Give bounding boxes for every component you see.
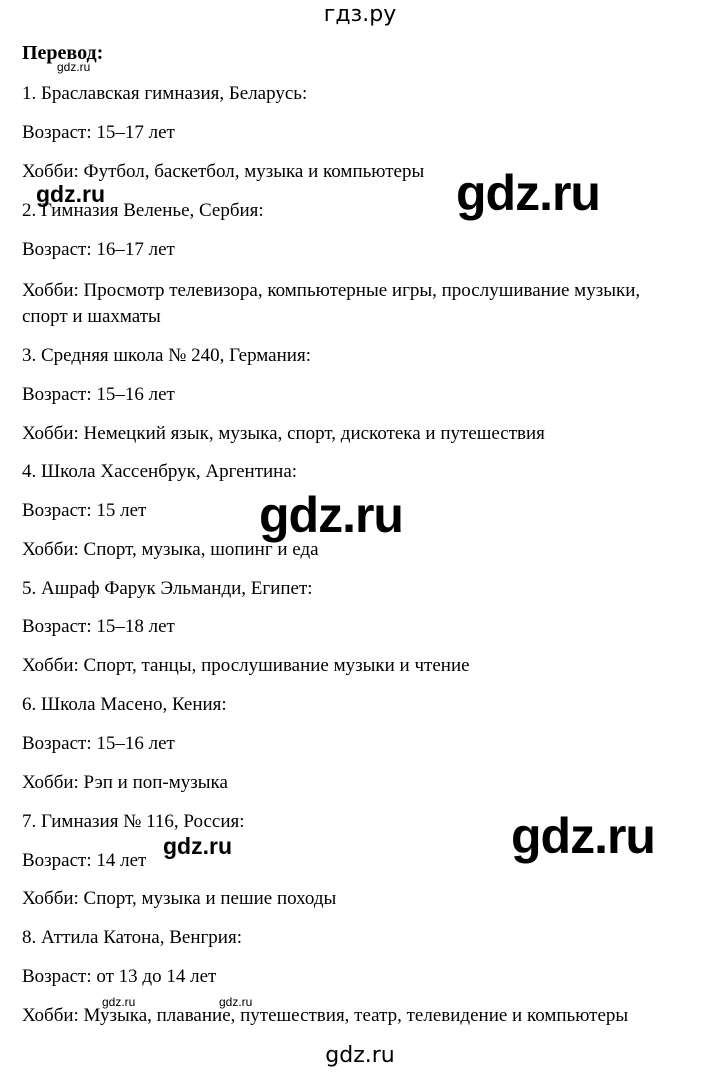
text-line: 7. Гимназия № 116, Россия: (22, 811, 245, 832)
text-line: Хобби: Спорт, музыка и пешие походы (22, 888, 337, 909)
text-line: Хобби: Спорт, танцы, прослушивание музыки и чтение (22, 655, 470, 676)
text-line: 1. Браславская гимназия, Беларусь: (22, 83, 308, 104)
text-line: Хобби: Рэп и поп-музыка (22, 772, 228, 793)
text-line: Хобби: Спорт, музыка, шопинг и еда (22, 539, 319, 560)
text-line: Возраст: 15–17 лет (22, 122, 175, 143)
text-line: 8. Аттила Катона, Венгрия: (22, 927, 242, 948)
watermark: gdz.ru (511, 808, 655, 864)
text-line: 6. Школа Масено, Кения: (22, 694, 227, 715)
text-line: Возраст: 16–17 лет (22, 239, 175, 260)
site-footer: gdz.ru (325, 1043, 395, 1068)
watermark: gdz.ru (57, 60, 91, 74)
text-line: спорт и шахматы (22, 306, 161, 327)
text-line: Возраст: 15–16 лет (22, 384, 175, 405)
watermark: gdz.ru (36, 181, 105, 207)
text-line: Возраст: от 13 до 14 лет (22, 966, 217, 987)
text-line: Возраст: 15–18 лет (22, 616, 175, 637)
text-line: Хобби: Футбол, баскетбол, музыка и компьютеры (22, 161, 425, 182)
watermark: gdz.ru (219, 995, 253, 1009)
watermark: gdz.ru (163, 833, 232, 859)
text-line: Возраст: 15–16 лет (22, 733, 175, 754)
watermark: gdz.ru (456, 165, 600, 221)
text-line: Хобби: Просмотр телевизора, компьютерные игры, прослушивание музыки, (22, 280, 641, 301)
text-line: Возраст: 15 лет (22, 500, 147, 521)
section-title: Перевод: (22, 42, 104, 64)
text-line: 2. Гимназия Веленье, Сербия: (22, 200, 264, 221)
text-line: 3. Средняя школа № 240, Германия: (22, 345, 311, 366)
site-header: гдз.ру (323, 2, 397, 27)
text-line: Хобби: Музыка, плавание, путешествия, театр, телевидение и компьютеры (22, 1005, 629, 1026)
text-line: 5. Ашраф Фарук Эльманди, Египет: (22, 578, 313, 599)
watermark: gdz.ru (259, 487, 403, 543)
watermark: gdz.ru (102, 995, 136, 1009)
text-line: Хобби: Немецкий язык, музыка, спорт, дискотека и путешествия (22, 423, 545, 444)
text-line: Возраст: 14 лет (22, 850, 147, 871)
text-line: 4. Школа Хассенбрук, Аргентина: (22, 461, 298, 482)
